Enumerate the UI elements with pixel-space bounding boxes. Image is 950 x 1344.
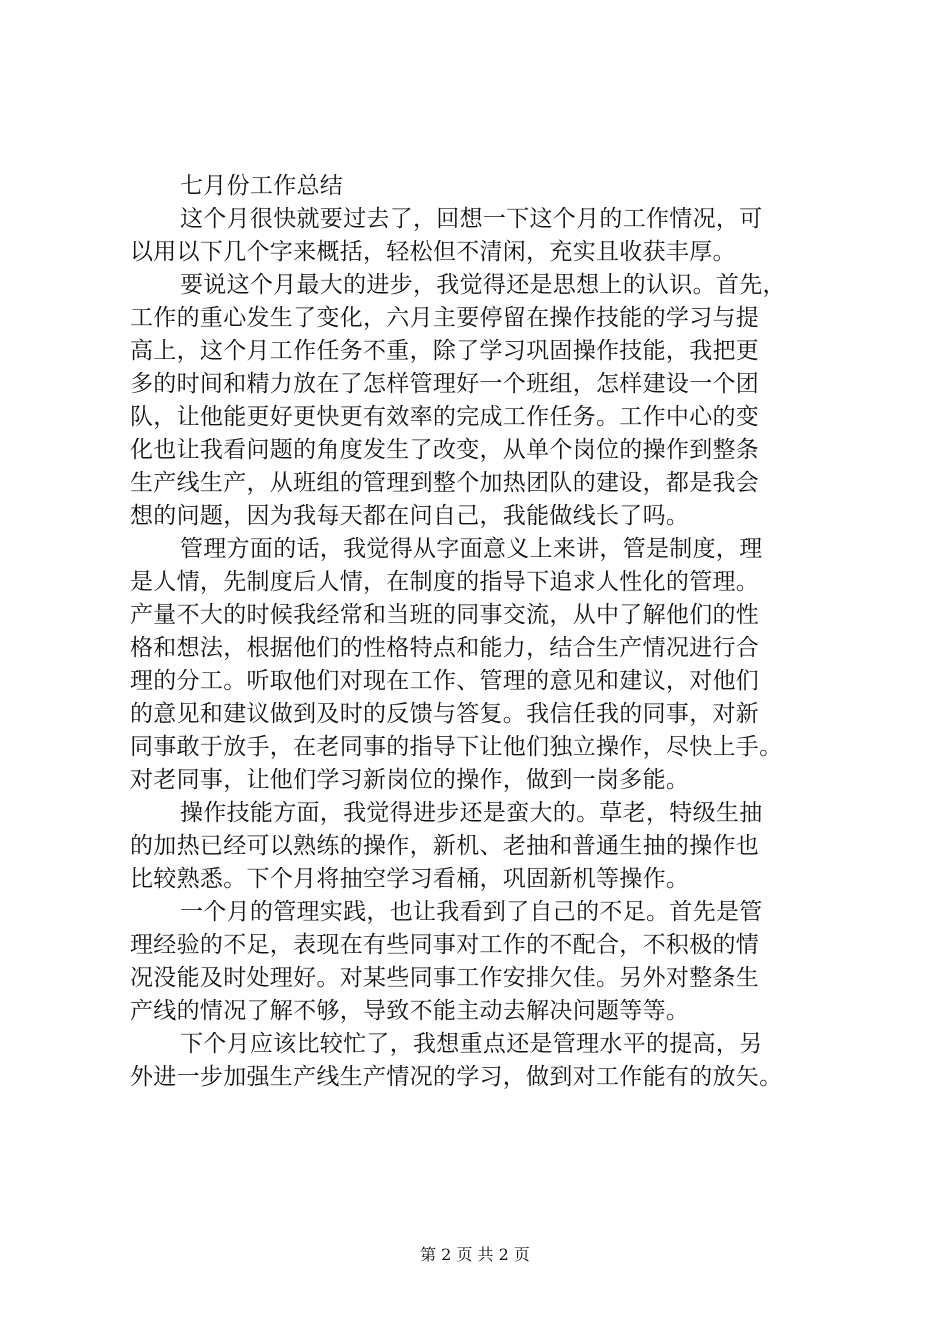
paragraph-line: 的意见和建议做到及时的反馈与答复。我信任我的同事，对新 [130,701,760,727]
paragraph-line: 操作技能方面，我觉得进步还是蛮大的。草老，特级生抽 [180,800,763,826]
paragraph-3 [130,533,830,797]
paragraph-line: 管理方面的话，我觉得从字面意义上来讲，管是制度，理 [180,536,763,562]
document-body [130,170,830,1094]
paragraph-line: 同事敢于放手，在老同事的指导下让他们独立操作，尽快上手。 [130,734,783,760]
paragraph-line: 想的问题，因为我每天都在问自己，我能做线长了吗。 [130,503,690,529]
paragraph-line: 化也让我看问题的角度发生了改变，从单个岗位的操作到整条 [130,437,760,463]
paragraph-line: 队，让他能更好更快更有效率的完成工作任务。工作中心的变 [130,404,760,430]
paragraph-line: 高上，这个月工作任务不重，除了学习巩固操作技能，我把更 [130,338,760,364]
paragraph-line: 下个月应该比较忙了，我想重点还是管理水平的提高，另 [180,1031,763,1057]
paragraph-line: 一个月的管理实践，也让我看到了自己的不足。首先是管 [180,899,763,925]
paragraph-line: 以用以下几个字来概括，轻松但不清闲，充实且收获丰厚。 [130,239,736,265]
paragraph-line: 多的时间和精力放在了怎样管理好一个班组，怎样建设一个团 [130,371,760,397]
paragraph-line: 生产线生产，从班组的管理到整个加热团队的建设，都是我会 [130,470,760,496]
paragraph-line: 产线的情况了解不够，导致不能主动去解决问题等等。 [130,998,690,1024]
paragraph-1 [130,203,830,269]
paragraph-line: 产量不大的时候我经常和当班的同事交流，从中了解他们的性 [130,602,760,628]
paragraph-4 [130,797,830,896]
paragraph-line: 的加热已经可以熟练的操作，新机、老抽和普通生抽的操作也 [130,833,760,859]
paragraph-line: 这个月很快就要过去了，回想一下这个月的工作情况，可 [180,206,763,232]
paragraph-2 [130,269,830,533]
paragraph-line: 是人情，先制度后人情，在制度的指导下追求人性化的管理。 [130,569,760,595]
paragraph-line: 况没能及时处理好。对某些同事工作安排欠佳。另外对整条生 [130,965,760,991]
paragraph-line: 要说这个月最大的进步，我觉得还是思想上的认识。首先， [180,272,786,298]
paragraph-line: 理的分工。听取他们对现在工作、管理的意见和建议，对他们 [130,668,760,694]
paragraph-line: 格和想法，根据他们的性格特点和能力，结合生产情况进行合 [130,635,760,661]
paragraph-line: 对老同事，让他们学习新岗位的操作，做到一岗多能。 [130,767,690,793]
paragraph-6 [130,1028,830,1094]
page-number-footer: 第 2 页 共 2 页 [420,1245,530,1264]
paragraph-line: 外进一步加强生产线生产情况的学习，做到对工作能有的放矢。 [130,1064,783,1090]
paragraph-5 [130,896,830,1028]
paragraph-line: 比较熟悉。下个月将抽空学习看桶，巩固新机等操作。 [130,866,690,892]
paragraph-line: 工作的重心发生了变化，六月主要停留在操作技能的学习与提 [130,305,760,331]
document-title: 七月份工作总结 [180,173,344,199]
paragraph-line: 理经验的不足，表现在有些同事对工作的不配合，不积极的情 [130,932,760,958]
